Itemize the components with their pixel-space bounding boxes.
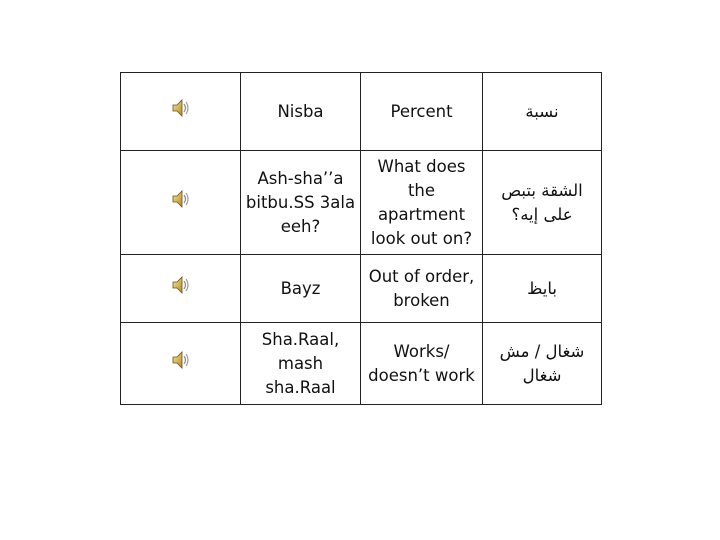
english-cell: Percent [361, 73, 483, 151]
speaker-icon[interactable] [170, 97, 192, 119]
arabic-cell: الشقة بتبص على إيه؟ [483, 151, 602, 255]
audio-cell [121, 73, 241, 151]
audio-cell [121, 255, 241, 323]
arabic-cell: بايظ [483, 255, 602, 323]
arabic-cell: شغال / مش شغال [483, 323, 602, 405]
english-cell: Out of order, broken [361, 255, 483, 323]
transliteration-cell: Sha.Raal, mash sha.Raal [241, 323, 361, 405]
table-row [121, 323, 602, 405]
vocabulary-table [120, 72, 602, 405]
table-row [121, 73, 602, 151]
arabic-cell: نسبة [483, 73, 602, 151]
transliteration-cell: Nisba [241, 73, 361, 151]
table-row [121, 255, 602, 323]
table-row [121, 151, 602, 255]
speaker-icon[interactable] [170, 274, 192, 296]
audio-cell [121, 151, 241, 255]
transliteration-cell: Ash-sha’’a bitbu.SS 3ala eeh? [241, 151, 361, 255]
english-cell: Works/ doesn’t work [361, 323, 483, 405]
speaker-icon[interactable] [170, 188, 192, 210]
english-cell: What does the apartment look out on? [361, 151, 483, 255]
audio-cell [121, 323, 241, 405]
speaker-icon[interactable] [170, 349, 192, 371]
transliteration-cell: Bayz [241, 255, 361, 323]
